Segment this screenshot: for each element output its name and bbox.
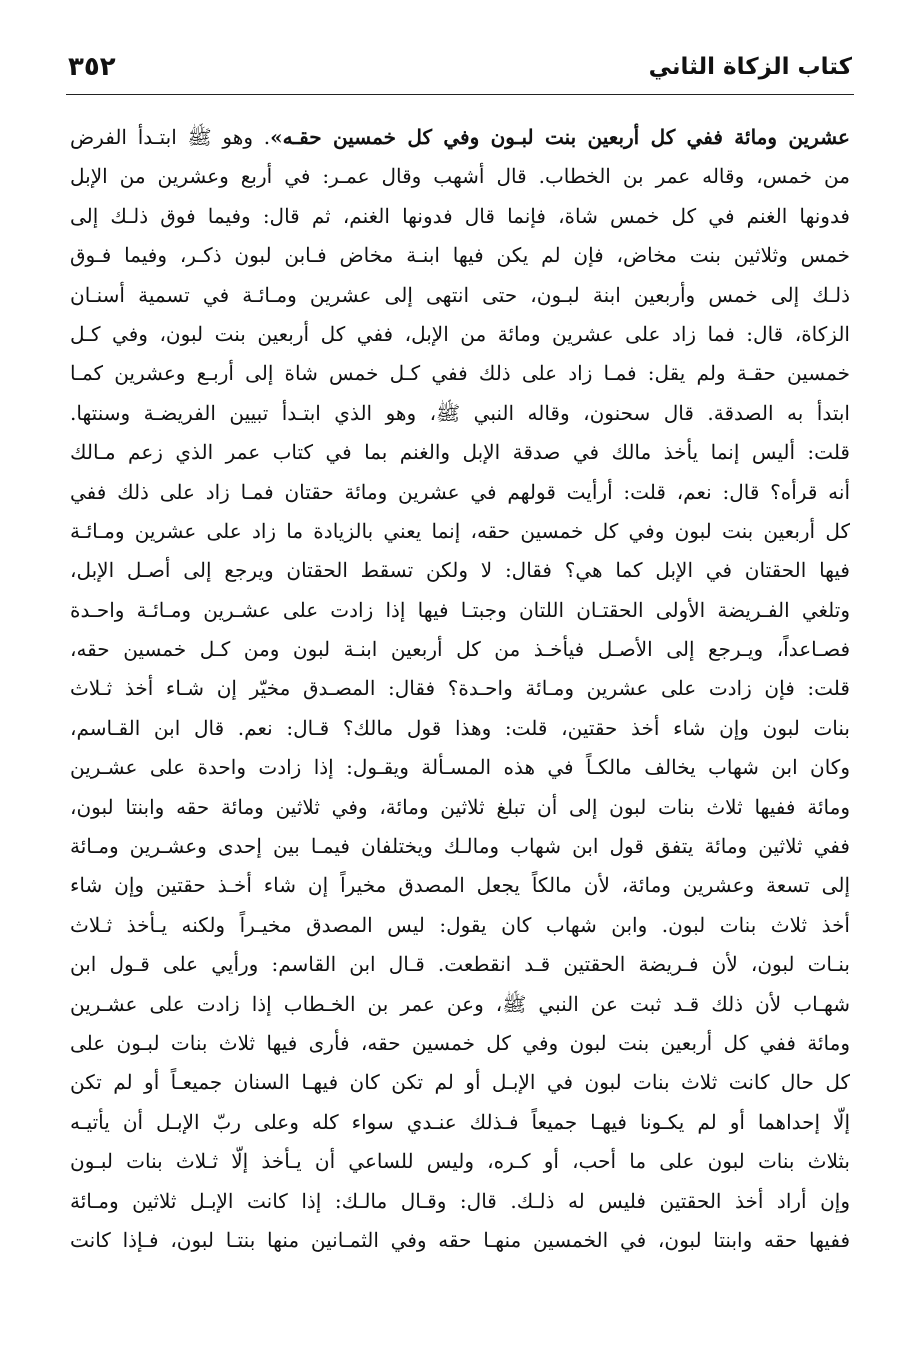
text-line: خمس وثلاثين بنت مخاض، فإن لم يكن فيها ابنـة مخاض فـابن لبون ذكـر، وفيما فـوق bbox=[70, 243, 850, 268]
text-line: قلت: أليس إنما يأخذ مالك في صدقة الإبل والغنم بما في كتاب عمر الذي زعم مـالك bbox=[70, 440, 850, 465]
text-line: وإن أراد أخذ الحقتين فليس له ذلـك. قال: وقـال مالـك: إذا كانت الإبـل ثلاثين ومـائة bbox=[70, 1188, 850, 1213]
text-line: فيها الحقتان في الإبل كما هي؟ فقال: لا ولكن تسقط الحقتان ويرجع إلى أصـل الإبل، bbox=[70, 558, 850, 583]
chapter-title: كتاب الزكاة الثاني bbox=[648, 54, 852, 80]
page-body bbox=[70, 118, 850, 1260]
text-line: شهـاب لأن ذلك قـد ثبت عن النبي ﷺ، وعن عمر بن الخـطاب إذا زادت على عشـرين bbox=[70, 991, 850, 1016]
text-line: ومائة ففي كل أربعين بنت لبون وفي كل خمسين حقه، فأرى فيها ثلاث بنات لبـون على bbox=[70, 1030, 850, 1055]
text-line: خمسين حقـة ولم يقل: فمـا زاد على ذلك ففي كـل خمس شاة إلى أربـع وعشرين كمـا bbox=[70, 361, 850, 386]
text-line: ففي ثلاثين ومائة يتفق قول ابن شهاب ومالـك ويختلفان فيمـا بين إحدى وعشـرين ومـائة bbox=[70, 834, 850, 859]
text-line: وكان ابن شهاب يخالف مالكـاً في هذه المسـألة ويقـول: إذا زادت واحدة على عشـرين bbox=[70, 755, 850, 780]
quoted-hadith-bold: عشرين ومائة ففي كل أربعين بنت لبـون وفي كل خمسين حقـه» bbox=[270, 125, 850, 149]
text-line: ذلـك إلى خمس وأربعين ابنة لبـون، حتى انتهى إلى عشرين ومـائـة في تسمية أسنـان bbox=[70, 282, 850, 307]
text-line: قلت: فإن زادت على عشرين ومـائة واحـدة؟ فقال: المصـدق مخيّر إن شـاء أخذ ثـلاث bbox=[70, 676, 850, 701]
text-line: بثلاث بنات لبون على ما أحب، أو كـره، وليس للساعي أن يـأخذ إلّا ثـلاث بنات لبـون bbox=[70, 1149, 850, 1174]
running-header bbox=[68, 48, 852, 88]
text-line: ففيها حقه وابنتا لبون، في الخمسين منهـا حقه وفي الثمـانين منها بنتـا لبون، فـإذا كانت bbox=[70, 1227, 850, 1252]
text-line: أخذ ثلاث بنات لبون. وابن شهاب كان يقول: ليس المصدق مخيـراً ولكنه يـأخذ ثـلاث bbox=[70, 912, 850, 937]
header-divider bbox=[66, 94, 854, 95]
text-line: من خمس، وقاله عمر بن الخطاب. قال أشهب وقال عمـر: في أربع وعشرين من الإبل bbox=[70, 164, 850, 189]
text-line: إلى تسعة وعشرين ومائة، لأن مالكاً يجعل المصدق مخيراً إن شاء أخـذ حقتين وإن شاء bbox=[70, 873, 850, 898]
text-line: أنه قرأه؟ قال: نعم، قلت: أرأيت قولهم في عشرين ومائة حقتان فمـا زاد على ذلك ففي bbox=[70, 479, 850, 504]
text-line: الزكاة، قال: فما زاد على عشرين ومائة من الإبل، ففي كل أربعين بنت لبون، وفي كـل bbox=[70, 321, 850, 346]
text-line: فصـاعداً، ويـرجع إلى الأصـل فيأخـذ من كل أربعين ابنـة لبون ومن كـل خمسين حقه، bbox=[70, 637, 850, 662]
text-line: كل حال كانت ثلاث بنات لبون في الإبـل أو لم تكن كان فيهـا السنان جميعـاً أو لم تكن bbox=[70, 1070, 850, 1095]
text-line: بنـات لبون، لأن فـريضة الحقتين قـد انقطعت. قـال ابن القاسم: ورأيي على قـول ابن bbox=[70, 952, 850, 977]
text-line: إلّا إحداهما أو لم يكـونا فيهـا جميعاً فـذلك عنـدي سواء كله وعلى ربّ الإبـل أن يأتيـه bbox=[70, 1109, 850, 1134]
text-line: كل أربعين بنت لبون وفي كل خمسين حقه، إنما يعني بالزيادة ما زاد على عشرين ومـائـة bbox=[70, 518, 850, 543]
text-line: بنات لبون وإن شاء أخذ حقتين، قلت: وهذا قول مالك؟ قـال: نعم. قال ابن القـاسم، bbox=[70, 715, 850, 740]
text-run: . وهو ﷺ ابتـدأ الفرض bbox=[70, 125, 271, 149]
page-number: ٣٥٢ bbox=[68, 52, 116, 82]
text-line: وتلغي الفـريضة الأولى الحقتـان اللتان وجبتـا فيها إذا زادت على عشـرين ومـائـة واحـدة bbox=[70, 597, 850, 622]
text-line bbox=[70, 118, 850, 157]
text-line: فدونها الغنم في كل خمس شاة، فإنما قال فدونها الغنم، ثم قال: وفيما فوق ذلـك إلى bbox=[70, 203, 850, 228]
text-line: ومائة ففيها ثلاث بنات لبون إلى أن تبلغ ثلاثين ومائة، وفي ثلاثين ومائة حقه وابنتا لبون، bbox=[70, 794, 850, 819]
text-line: ابتدأ به الصدقة. قال سحنون، وقاله النبي ﷺ، وهو الذي ابتـدأ تبيين الفريضـة وسنتها. bbox=[70, 400, 850, 425]
